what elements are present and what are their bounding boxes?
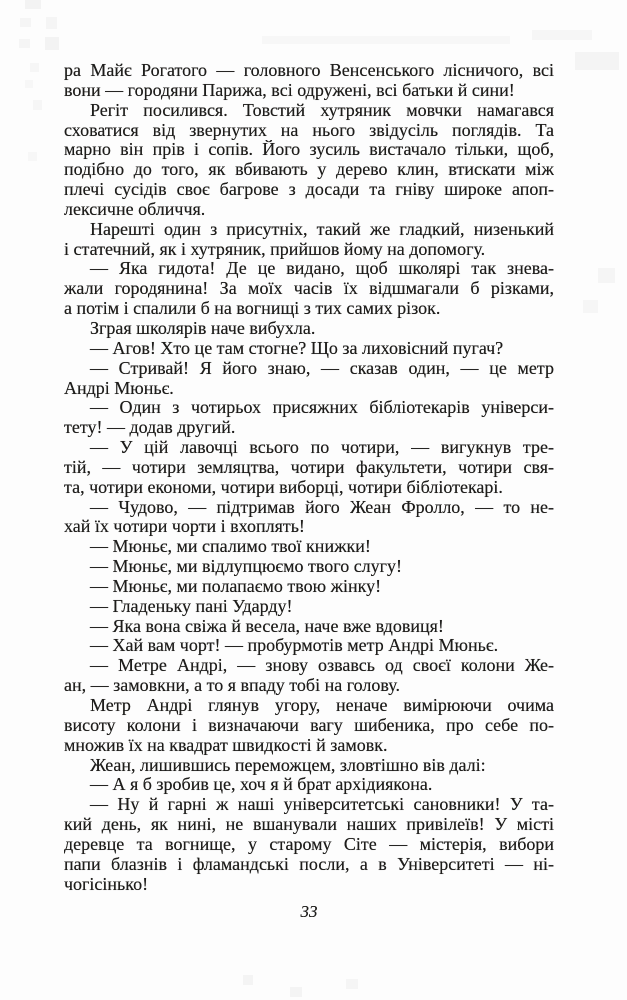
scan-smudge [46, 17, 57, 29]
text-line: Метр Андрі глянув угору, неначе вимірюючи очима [90, 696, 554, 715]
text-line: марно він прів і сопів. Його зусиль вистачало тільки, щоб, [64, 140, 554, 160]
text-line: Зграя школярів наче вибухла. [90, 318, 316, 338]
text-line: жали городянина! За моїх часів їх відшмагали б різками, [64, 279, 554, 299]
text-line: — Мюньє, ми полапаємо твою жінку! [90, 576, 382, 596]
text-line: деревце та вогнище, у старому Сіте — містерія, вибори [64, 834, 554, 854]
text-line: — Хай вам чорт! — пробурмотів метр Андрі Мюньє. [90, 636, 499, 656]
text-line: — Яка вона свіжа й весела, наче вже вдовиця! [90, 616, 444, 636]
scan-smudge [290, 987, 302, 997]
scan-smudge [20, 18, 31, 27]
text-line: кий день, як нині, не вшанували наших привілеїв! У місті [64, 815, 554, 835]
text-line: — У цій лавочці всього по чотири, — вигукнув тре- [90, 438, 554, 458]
text-line: і статечний, як і хутряник, прийшов йому на допомогу. [64, 239, 486, 259]
scan-smudge [33, 100, 42, 110]
text-line: папи блазнів і фламандські посли, а в Університеті — ні- [64, 854, 554, 874]
text-line: подібно до того, як вбивають у дерево клин, втискати між [64, 160, 554, 180]
text-line: вони — городяни Парижа, всі одружені, всі батьки й сини! [64, 80, 515, 100]
scan-smudge [346, 979, 358, 989]
page-number: 33 [300, 902, 318, 921]
text-line: — Ну й гарні ж наші університетські сановники! У та- [90, 795, 554, 815]
text-line: — Яка гидота! Де це видано, щоб школярі так знева- [90, 259, 554, 279]
text-line: — Один з чотирьох присяжних бібліотекарів універси- [90, 398, 554, 418]
scan-smudge [45, 37, 59, 50]
text-line: Нарешті один з присутніх, такий же гладкий, низенький [90, 219, 554, 239]
text-line: Андрі Мюньє. [64, 378, 174, 398]
text-line: тету! — додав другий. [64, 418, 236, 438]
scan-smudge [19, 39, 30, 48]
text-line: чогісінько! [64, 874, 149, 894]
text-block [64, 61, 554, 894]
text-line: — А я б зробив це, хоч я й брат архідиякона. [90, 775, 433, 795]
scan-smudge [575, 52, 619, 70]
text-line: — Мюньє, ми спалимо твої книжки! [90, 537, 371, 557]
text-line: Жеан, лишившись переможцем, зловтішно вів далі: [90, 755, 486, 775]
text-line: а потім і спалили б на вогнищі з тих самих різок. [64, 299, 441, 319]
scan-smudge [25, 80, 33, 88]
text-line: плечі сусідів своє багрове з досади та гніву широке апоп- [64, 180, 554, 200]
scan-smudge [532, 30, 592, 40]
scan-smudge [30, 63, 39, 72]
scan-smudge [243, 975, 253, 985]
text-line: тій, — чотири земляцтва, чотири факультети, чотири свя- [64, 457, 554, 477]
text-line: — Метре Андрі, — знову озвавсь од своєї колони Же- [90, 656, 554, 676]
text-line: — Стривай! Я його знаю, — сказав один, — це метр [90, 358, 554, 378]
text-line: та, чотири економи, чотири виборці, чотири бібліотекарі. [64, 477, 503, 497]
text-line: висоту колони і визначаючи вагу шибеника, про себе по- [64, 715, 554, 735]
text-line: хай їх чотири чорти і вхоплять! [64, 517, 305, 537]
text-line: — Мюньє, ми відлупцюємо твого слугу! [90, 557, 403, 577]
text-line: ра Майє Рогатого — головного Венсенського лісничого, всі [64, 61, 554, 80]
text-line: — Агов! Хто це там стогне? Що за лиховісний пугач? [90, 338, 504, 358]
scan-smudge [262, 36, 510, 44]
text-line: лексичне обличчя. [64, 199, 206, 219]
text-line: — Чудово, — підтримав його Жеан Фролло, — то не- [90, 497, 554, 517]
scan-smudge [598, 268, 615, 283]
scan-smudge [25, 0, 41, 9]
text-line: ан, — замовкни, а то я впаду тобі на голову. [64, 676, 400, 696]
text-line: сховатися від звернутих на нього звідусіль поглядів. Та [64, 120, 554, 140]
text-line: Регіт посилився. Товстий хутряник мовчки намагався [90, 100, 554, 120]
text-line: — Гладеньку пані Ударду! [90, 596, 293, 616]
text-line: множив їх на квадрат швидкості й замовк. [64, 735, 388, 755]
scan-smudge [583, 300, 598, 313]
scan-smudge [28, 152, 37, 161]
